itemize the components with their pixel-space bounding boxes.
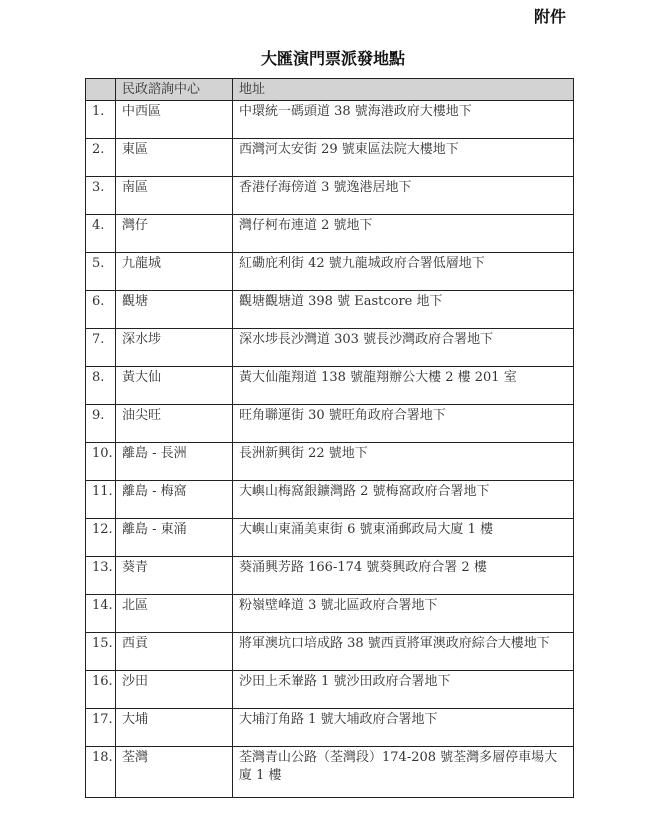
table-row (86, 367, 574, 405)
header-center: 民政諮詢中心 (116, 79, 233, 101)
row-number: 4. (86, 215, 116, 253)
row-address: 西灣河太安街 29 號東區法院大樓地下 (233, 139, 574, 177)
row-address: 大埔汀角路 1 號大埔政府合署地下 (233, 709, 574, 747)
row-number: 10. (86, 443, 116, 481)
table-row (86, 633, 574, 671)
row-center-name: 荃灣 (116, 747, 233, 798)
table-row (86, 329, 574, 367)
row-number: 6. (86, 291, 116, 329)
table-row (86, 747, 574, 798)
row-address: 觀塘觀塘道 398 號 Eastcore 地下 (233, 291, 574, 329)
table-row (86, 101, 574, 139)
row-number: 2. (86, 139, 116, 177)
row-address: 黃大仙龍翔道 138 號龍翔辦公大樓 2 樓 201 室 (233, 367, 574, 405)
row-center-name: 觀塘 (116, 291, 233, 329)
row-address: 葵涌興芳路 166-174 號葵興政府合署 2 樓 (233, 557, 574, 595)
table-row (86, 253, 574, 291)
row-address: 灣仔柯布連道 2 號地下 (233, 215, 574, 253)
table-row (86, 405, 574, 443)
table-row (86, 215, 574, 253)
row-address: 旺角聯運街 30 號旺角政府合署地下 (233, 405, 574, 443)
row-center-name: 西貢 (116, 633, 233, 671)
row-address: 香港仔海傍道 3 號逸港居地下 (233, 177, 574, 215)
row-center-name: 黃大仙 (116, 367, 233, 405)
row-number: 18. (86, 747, 116, 798)
table-row (86, 291, 574, 329)
row-number: 15. (86, 633, 116, 671)
row-number: 5. (86, 253, 116, 291)
table-row (86, 671, 574, 709)
row-address: 粉嶺壁峰道 3 號北區政府合署地下 (233, 595, 574, 633)
row-center-name: 離島 - 梅窩 (116, 481, 233, 519)
row-address: 大嶼山東涌美東街 6 號東涌郵政局大廈 1 樓 (233, 519, 574, 557)
row-address: 將軍澳坑口培成路 38 號西貢將軍澳政府綜合大樓地下 (233, 633, 574, 671)
row-number: 14. (86, 595, 116, 633)
table-row (86, 481, 574, 519)
row-number: 7. (86, 329, 116, 367)
row-center-name: 大埔 (116, 709, 233, 747)
row-number: 9. (86, 405, 116, 443)
row-address: 深水埗長沙灣道 303 號長沙灣政府合署地下 (233, 329, 574, 367)
row-number: 1. (86, 101, 116, 139)
table-row (86, 709, 574, 747)
table-row (86, 177, 574, 215)
row-center-name: 九龍城 (116, 253, 233, 291)
row-center-name: 離島 - 東涌 (116, 519, 233, 557)
row-center-name: 油尖旺 (116, 405, 233, 443)
row-center-name: 中西區 (116, 101, 233, 139)
page-title: 大匯演門票派發地點 (260, 49, 405, 68)
row-number: 16. (86, 671, 116, 709)
row-address: 沙田上禾輋路 1 號沙田政府合署地下 (233, 671, 574, 709)
row-address: 紅磡庇利街 42 號九龍城政府合署低層地下 (233, 253, 574, 291)
header-number (86, 79, 116, 101)
header-address: 地址 (233, 79, 574, 101)
row-center-name: 葵青 (116, 557, 233, 595)
row-address: 中環統一碼頭道 38 號海港政府大樓地下 (233, 101, 574, 139)
row-center-name: 深水埗 (116, 329, 233, 367)
row-number: 11. (86, 481, 116, 519)
table-row (86, 595, 574, 633)
row-address: 荃灣青山公路（荃灣段）174-208 號荃灣多層停車場大廈 1 樓 (233, 747, 574, 798)
distribution-points-table (85, 78, 574, 798)
row-center-name: 灣仔 (116, 215, 233, 253)
annex-label: 附件 (534, 7, 567, 26)
row-number: 3. (86, 177, 116, 215)
row-center-name: 南區 (116, 177, 233, 215)
row-address: 大嶼山梅窩銀鑛灣路 2 號梅窩政府合署地下 (233, 481, 574, 519)
row-number: 8. (86, 367, 116, 405)
table-row (86, 557, 574, 595)
row-center-name: 離島 - 長洲 (116, 443, 233, 481)
table-row (86, 519, 574, 557)
row-address: 長洲新興街 22 號地下 (233, 443, 574, 481)
row-center-name: 北區 (116, 595, 233, 633)
row-center-name: 沙田 (116, 671, 233, 709)
row-number: 12. (86, 519, 116, 557)
table-row (86, 443, 574, 481)
row-center-name: 東區 (116, 139, 233, 177)
table-header-row (86, 79, 574, 101)
row-number: 17. (86, 709, 116, 747)
table-row (86, 139, 574, 177)
row-number: 13. (86, 557, 116, 595)
